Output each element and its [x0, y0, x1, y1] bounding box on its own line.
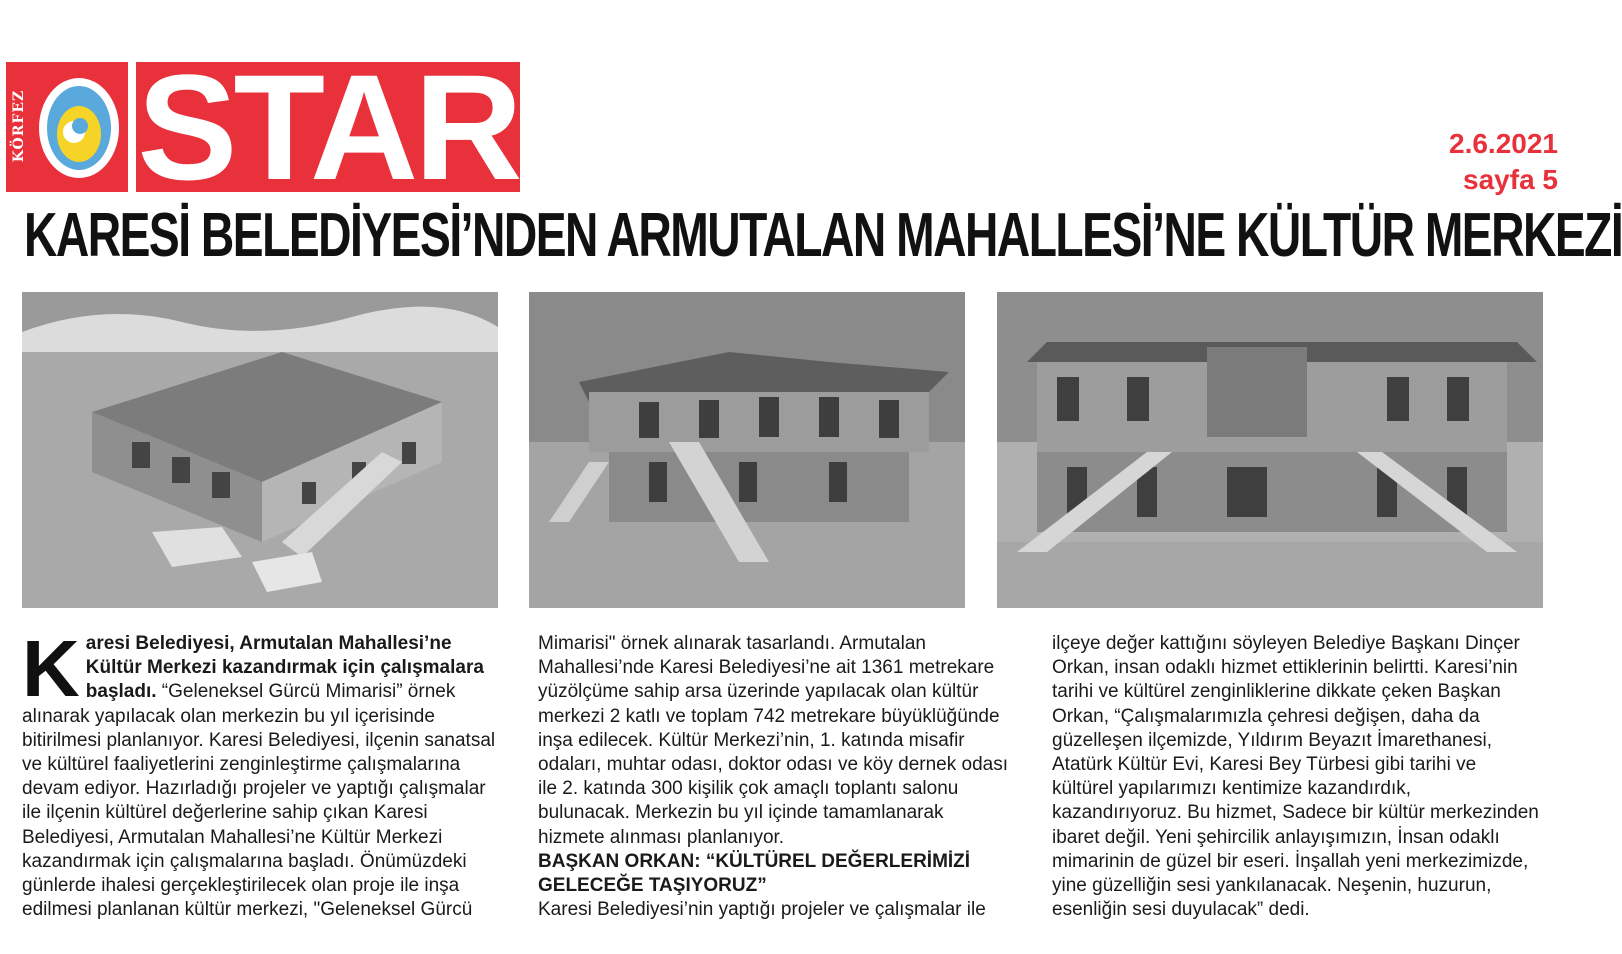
emblem-word: KÖRFEZ: [11, 89, 27, 163]
article-column-3: [1052, 632, 1542, 922]
building-render-front: [997, 292, 1543, 608]
page-number: sayfa 5: [1463, 164, 1558, 195]
headline: KARESİ BELEDİYESİ’NDEN ARMUTALAN MAHALLESİ’NE KÜLTÜR MERKEZİ: [24, 201, 1622, 270]
article-subhead: BAŞKAN ORKAN: “KÜLTÜREL DEĞERLERİMİZİ GELECEĞE TAŞIYORUZ”: [538, 850, 971, 897]
korfez-emblem-logo: [6, 62, 128, 192]
brand-wordmark: STAR: [137, 43, 519, 211]
building-render-side: [529, 292, 965, 608]
article-body-1: “Geleneksel Gürcü Mimarisi” örnek alınarak yapılacak olan merkezin bu yıl içerisinde bitirilmesi planlanıyor. Karesi Belediyesi, ilçenin sanatsal ve kültürel faaliyetlerini zenginleştirme çalışmalarına devam ediyor. Hazırladığı projeler ve yaptığı çalışmalar ile ilçenin kültürel değerlerine sahip çıkan Karesi Belediyesi, Armutalan Mahallesi’ne Kültür Merkezi kazandırmak için çalışmalarına başladı. Önümüzdeki günlerde ihalesi gerçekleştirilecek olan proje ile inşa edilmesi planlanan kültür merkezi, "Geleneksel Gürcü: [22, 681, 496, 921]
article-column-1: [22, 624, 508, 922]
article-body-2: Mimarisi" örnek alınarak tasarlandı. Armutalan Mahallesi’nde Karesi Belediyesi’ne ait 1361 metrekare yüzölçüme sahip arsa üzerinde yapılacak olan kültür merkezi 2 katlı ve toplam 742 metrekare büyüklüğünde inşa edilecek. Kültür Merkezi’nin, 1. katında misafir odaları, muhtar odası, doktor odası ve köy dernek odası ile 2. katında 300 kişilik çok amaçlı toplantı salonu bulunacak. Merkezin bu yıl içinde tamamlanarak hizmete alınması planlanıyor.: [538, 633, 1008, 848]
publication-date: 2.6.2021: [1449, 128, 1558, 159]
eye-emblem-icon: [34, 70, 124, 182]
building-render-aerial: [22, 292, 498, 608]
article-lead: aresi Belediyesi, Armutalan Mahallesi’ne Kültür Merkezi kazandırmak için çalışmalara başladı.: [85, 633, 484, 703]
drop-cap: K: [22, 624, 80, 713]
star-brand-logo: [136, 43, 520, 211]
article-body-3: Karesi Belediyesi’nin yaptığı projeler ve çalışmalar ile: [538, 899, 986, 921]
article-column-2: [538, 632, 1008, 922]
article-body-4: ilçeye değer kattığını söyleyen Belediye Başkanı Dinçer Orkan, insan odaklı hizmet ettiklerinin belirtti. Karesi’nin tarihi ve kültürel zenginliklerine dikkate çeken Başkan Orkan, “Çalışmalarımızla çehresi değişen, daha da güzelleşen ilçemizde, Yıldırım Beyazıt İmarethanesi, Atatürk Kültür Evi, Karesi Bey Türbesi gibi tarihi ve kültürel yapılarımızı kentimize kazandırdık, kazandırıyoruz. Bu hizmet, Sadece bir kültür merkezinden ibaret değil. Yeni şehircilik anlayışımızın, İnsan odaklı mimarinin de güzel bir eseri. İnşallah yeni merkezimizde, yine güzelliğin sesi yankılanacak. Neşenin, huzurun, esenliğin sesi duyulacak” dedi.: [1052, 633, 1539, 921]
